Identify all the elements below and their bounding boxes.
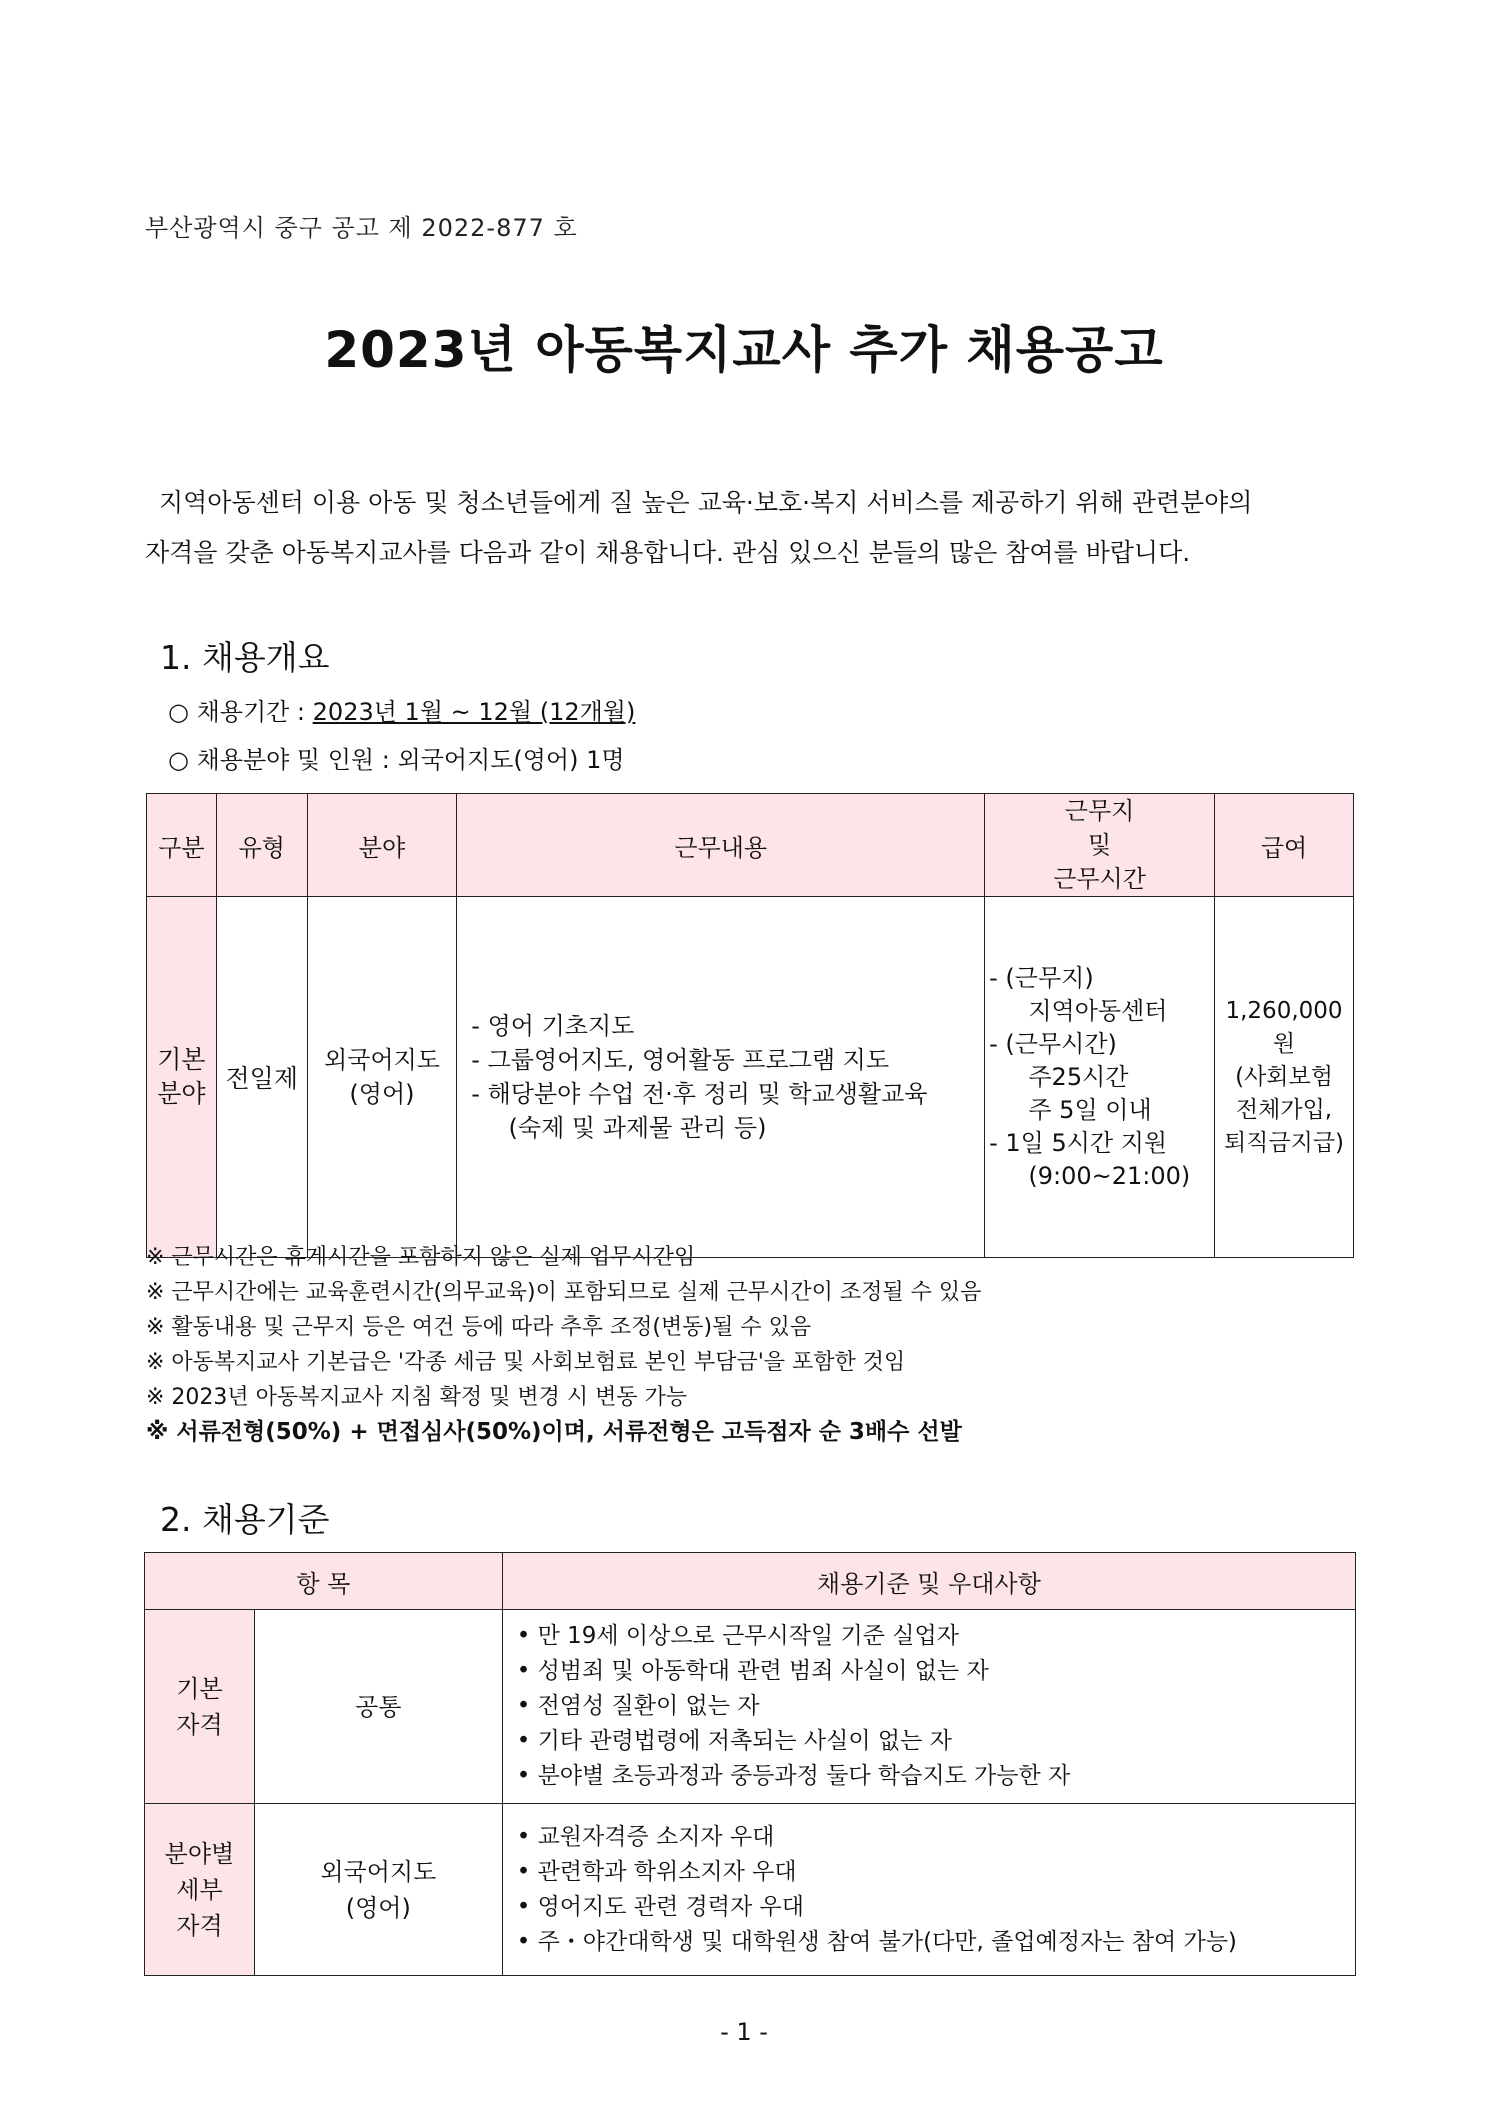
section-2-heading: 2. 채용기준: [160, 1500, 330, 1539]
header-duties: 근무내용: [457, 794, 985, 897]
note-item: ※ 2023년 아동복지교사 지침 확정 및 변경 시 변동 가능: [146, 1385, 688, 1410]
place-line: 주25시간: [1013, 1062, 1129, 1091]
pay-line: (사회보험: [1235, 1063, 1333, 1090]
table-row: [145, 1610, 1356, 1804]
place-line: - (근무시간): [989, 1029, 1117, 1058]
document-title: 2023년 아동복지교사 추가 채용공고: [324, 321, 1164, 379]
recruit-period-label: ○ 채용기간 :: [168, 698, 313, 726]
cell-sub-field: 외국어지도 (영어): [254, 1804, 502, 1976]
cell-place-time: [985, 897, 1215, 1258]
cell-group-field: 분야별 세부 자격: [145, 1804, 255, 1976]
cell-criteria-basic: [502, 1610, 1355, 1804]
criteria-item: • 성범죄 및 아동학대 관련 범죄 사실이 없는 자: [516, 1658, 989, 1684]
note-item: ※ 근무시간은 휴게시간을 포함하지 않은 실제 업무시간임: [146, 1245, 696, 1270]
header-place-time: 근무지 및 근무시간: [985, 794, 1215, 897]
notes-list: [146, 1240, 981, 1450]
cell-criteria-field: [502, 1804, 1355, 1976]
duty-line: - 영어 기초지도: [471, 1012, 635, 1040]
notice-number: 부산광역시 중구 공고 제 2022-877 호: [145, 214, 578, 242]
recruit-period-value: 2023년 1월 ~ 12월 (12개월): [312, 698, 636, 726]
criteria-item: • 관련학과 학위소지자 우대: [516, 1858, 797, 1885]
note-item: ※ 활동내용 및 근무지 등은 여건 등에 따라 추후 조정(변동)될 수 있음: [146, 1315, 812, 1340]
pay-line: 전체가입,: [1235, 1096, 1333, 1123]
criteria-item: • 주・야간대학생 및 대학원생 참여 불가(다만, 졸업예정자는 참여 가능): [516, 1928, 1237, 1955]
cell-sub-common: 공통: [254, 1610, 502, 1804]
recruit-period-line: [168, 692, 635, 727]
header-pay: 급여: [1215, 794, 1354, 897]
header-criteria: 채용기준 및 우대사항: [502, 1553, 1355, 1610]
intro-line-2: 자격을 갖춘 아동복지교사를 다음과 같이 채용합니다. 관심 있으신 분들의 많은 참여를 바랍니다.: [145, 538, 1191, 567]
table-header-row: [147, 794, 1354, 897]
header-item: 항 목: [145, 1553, 503, 1610]
place-line: (9:00~21:00): [1013, 1161, 1191, 1190]
criteria-item: • 교원자격증 소지자 우대: [516, 1823, 775, 1850]
header-category: 구분: [147, 794, 217, 897]
pay-line: 1,260,000원: [1225, 997, 1343, 1057]
header-type: 유형: [216, 794, 307, 897]
cell-category: 기본 분야: [147, 897, 217, 1258]
criteria-header-row: [145, 1553, 1356, 1610]
recruit-field-line: ○ 채용분야 및 인원 : 외국어지도(영어) 1명: [168, 746, 625, 774]
duty-line: - 해당분야 수업 전·후 정리 및 학교생활교육: [471, 1080, 928, 1108]
criteria-item: • 만 19세 이상으로 근무시작일 기준 실업자: [516, 1623, 959, 1649]
criteria-item: • 영어지도 관련 경력자 우대: [516, 1893, 804, 1920]
criteria-item: • 기타 관령법령에 저촉되는 사실이 없는 자: [516, 1728, 952, 1754]
intro-line-1: 지역아동센터 이용 아동 및 청소년들에게 질 높은 교육·보호·복지 서비스를 제공하기 위해 관련분야의: [159, 488, 1253, 517]
place-line: - (근무지): [989, 963, 1094, 992]
cell-pay: [1215, 897, 1354, 1258]
table-row: [145, 1804, 1356, 1976]
criteria-item: • 분야별 초등과정과 중등과정 둘다 학습지도 가능한 자: [516, 1763, 1071, 1789]
note-item-bold: ※ 서류전형(50%) + 면접심사(50%)이며, 서류전형은 고득점자 순 3배수 선발: [146, 1419, 962, 1445]
cell-type: 전일제: [216, 897, 307, 1258]
page-number: - 1 -: [720, 2018, 768, 2046]
cell-group-basic: 기본 자격: [145, 1610, 255, 1804]
section-1-heading: 1. 채용개요: [160, 638, 330, 677]
cell-duties: [457, 897, 985, 1258]
pay-line: 퇴직금지급): [1223, 1129, 1345, 1156]
place-line: 주 5일 이내: [1013, 1095, 1152, 1124]
criteria-table: [144, 1552, 1356, 1976]
place-line: 지역아동센터: [1013, 996, 1168, 1025]
table-row: [147, 897, 1354, 1258]
note-item: ※ 근무시간에는 교육훈련시간(의무교육)이 포함되므로 실제 근무시간이 조정될 수 있음: [146, 1280, 982, 1305]
cell-field: 외국어지도 (영어): [307, 897, 457, 1258]
duty-line: - 그룹영어지도, 영어활동 프로그램 지도: [471, 1046, 890, 1074]
intro-paragraph: [145, 478, 1355, 578]
duty-line: (숙제 및 과제물 관리 등): [493, 1114, 767, 1142]
note-item: ※ 아동복지교사 기본급은 '각종 세금 및 사회보험료 본인 부담금'을 포함한 것임: [146, 1350, 906, 1375]
place-line: - 1일 5시간 지원: [989, 1128, 1168, 1157]
recruit-overview-table: [146, 793, 1354, 1258]
header-field: 분야: [307, 794, 457, 897]
criteria-item: • 전염성 질환이 없는 자: [516, 1693, 760, 1719]
